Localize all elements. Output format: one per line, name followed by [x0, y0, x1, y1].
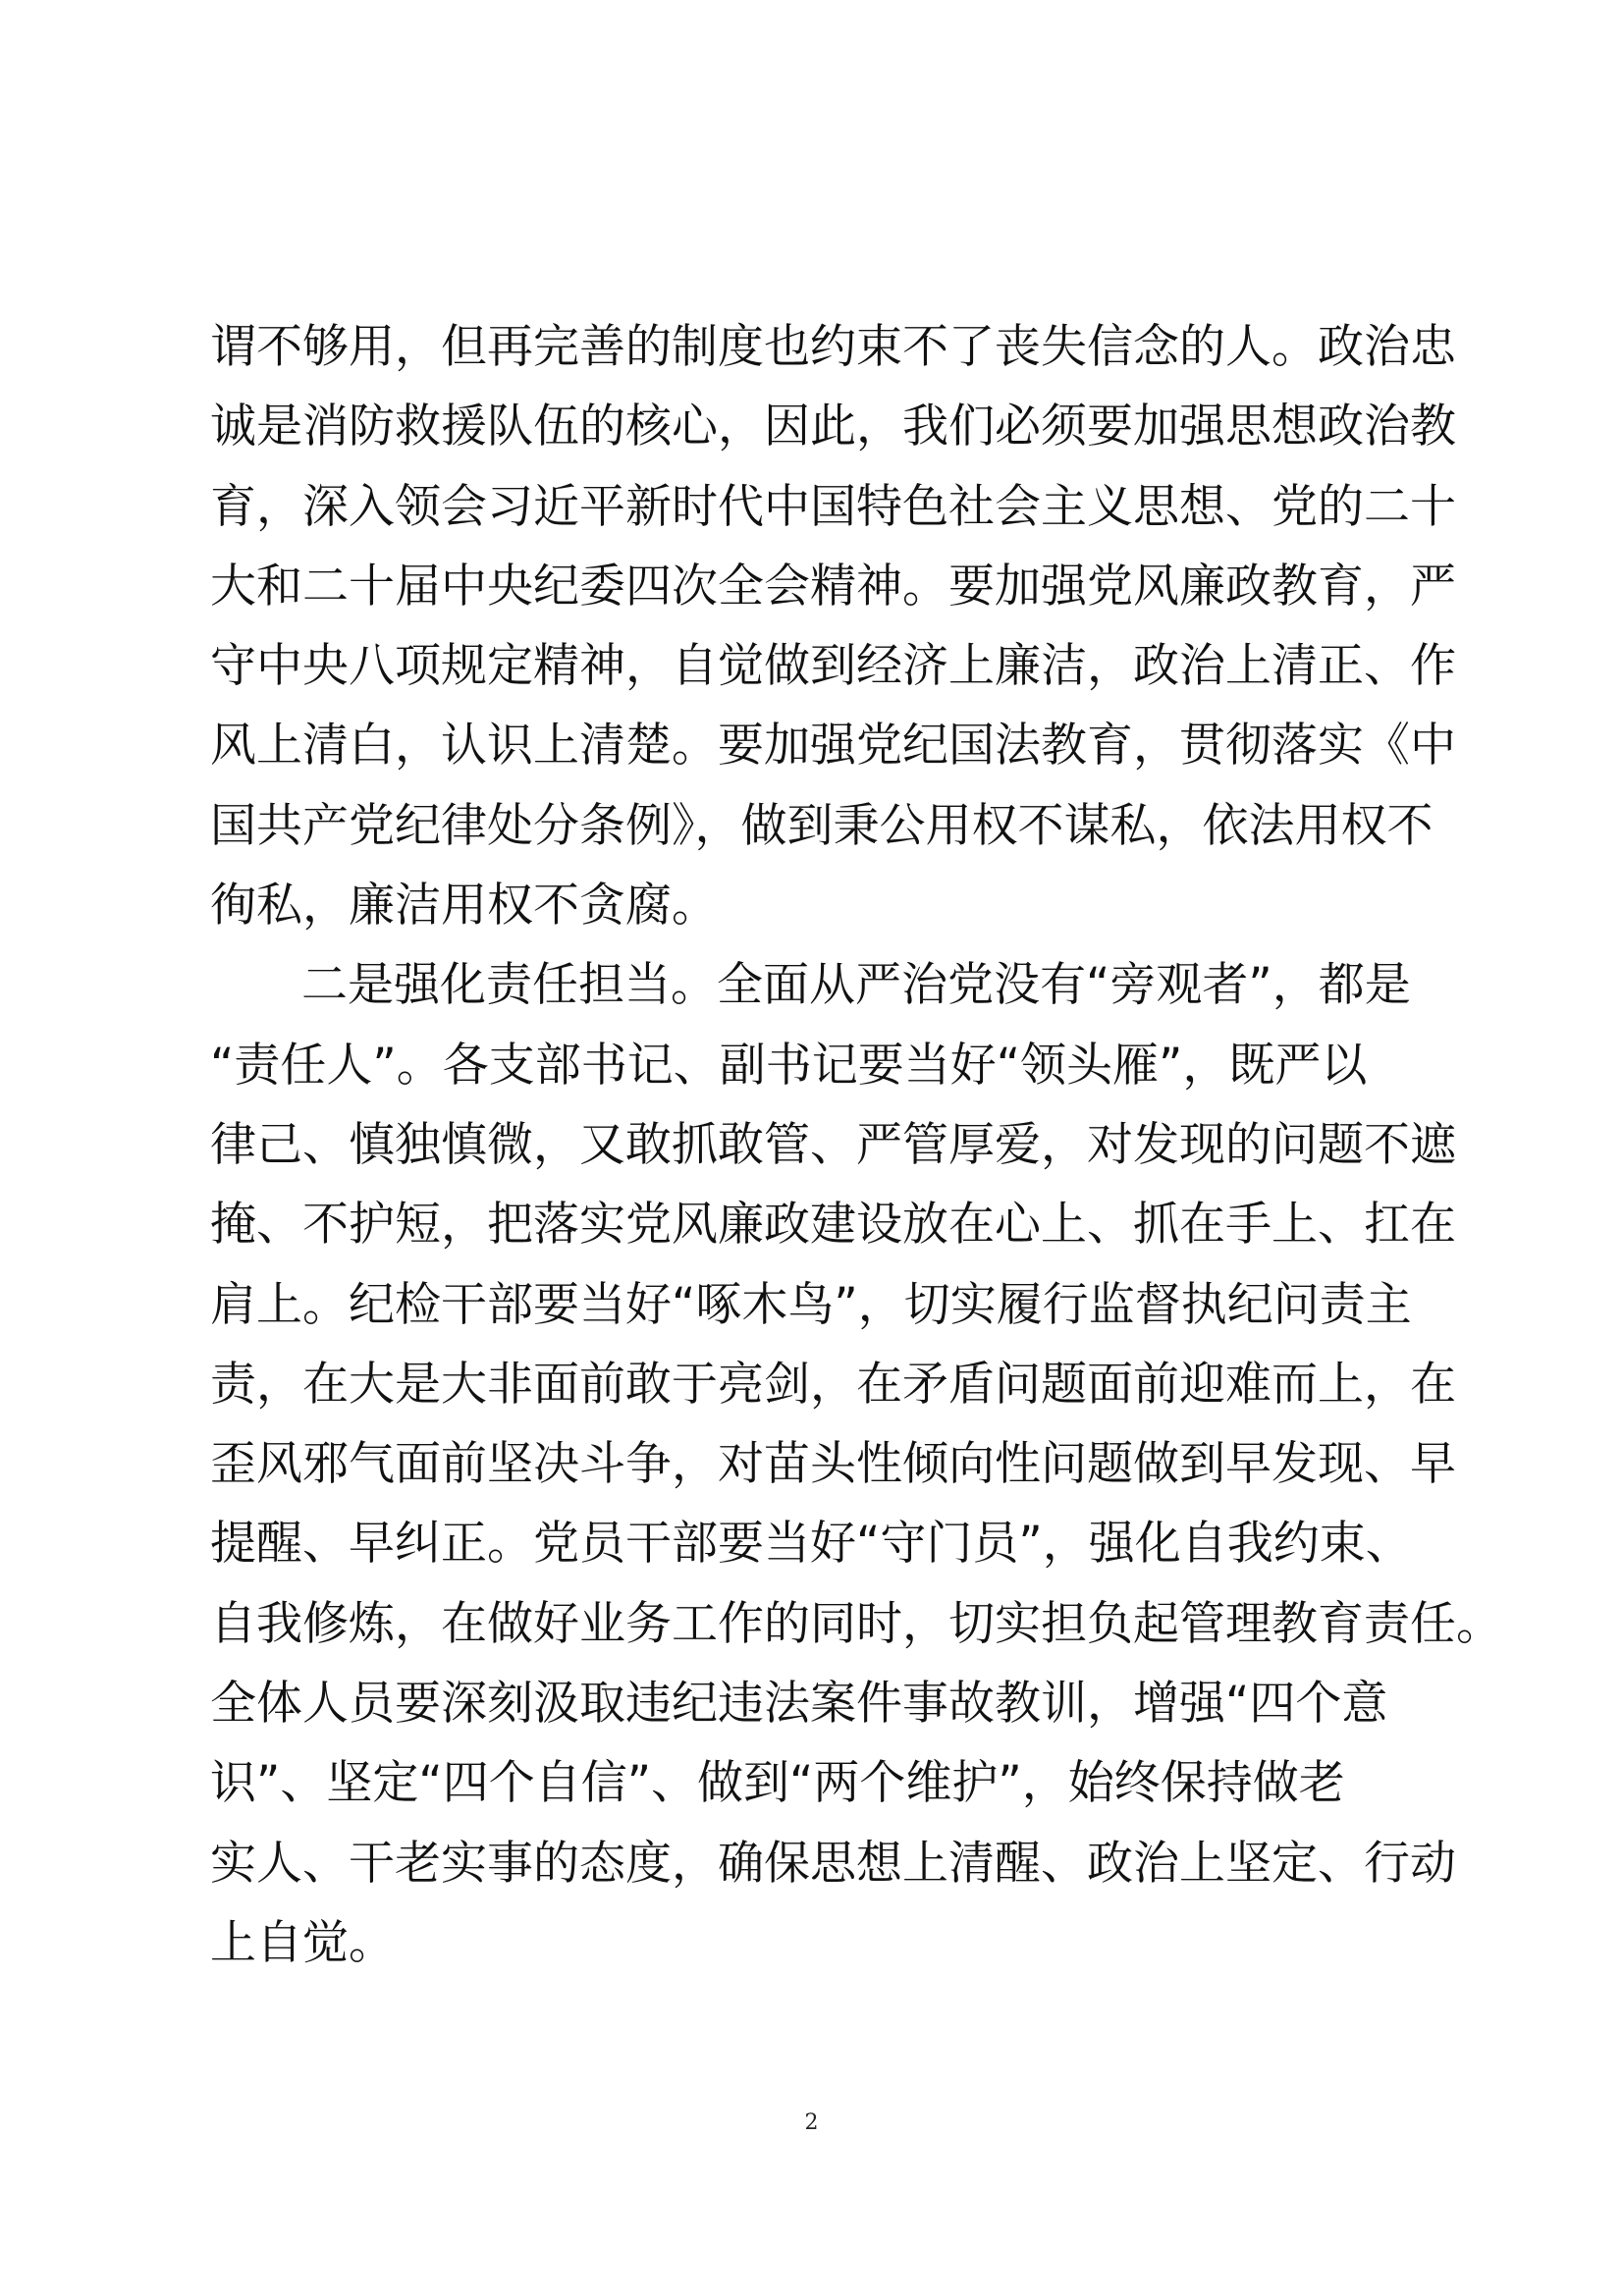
text-line: “责任人”。各支部书记、副书记要当好“领头雁”，既严以	[210, 1038, 1368, 1093]
text-line: 国共产党纪律处分条例》，做到秉公用权不谋私，依法用权不	[210, 798, 1434, 853]
text-line: 责，在大是大非面前敢于亮剑，在矛盾问题面前迎难而上，在	[210, 1357, 1456, 1412]
text-line: 全体人员要深刻汲取违纪违法案件事故教训，增强“四个意	[210, 1677, 1388, 1732]
text-line: 掩、不护短，把落实党风廉政建设放在心上、抓在手上、扛在	[210, 1198, 1456, 1253]
text-line: 大和二十届中央纪委四次全会精神。要加强党风廉政教育，严	[210, 559, 1456, 614]
text-line: 风上清白，认识上清楚。要加强党纪国法教育，贯彻落实《中	[210, 719, 1456, 774]
text-line: 徇私，廉洁用权不贪腐。	[210, 879, 718, 934]
text-line: 提醒、早纠正。党员干部要当好“守门员”，强化自我约束、	[210, 1517, 1412, 1572]
page-number: 2	[804, 2110, 819, 2135]
body-text	[210, 307, 1502, 1983]
text-line: 诚是消防救援队伍的核心，因此，我们必须要加强思想政治教	[210, 400, 1456, 454]
text-line: 谓不够用，但再完善的制度也约束不了丧失信念的人。政治忠	[210, 320, 1456, 374]
text-line: 守中央八项规定精神，自觉做到经济上廉洁，政治上清正、作	[210, 639, 1456, 694]
paragraph-heading-line: 二是强化责任担当。全面从严治党没有“旁观者”，都是	[301, 958, 1411, 1013]
text-line: 上自觉。	[210, 1915, 395, 1970]
text-line: 识”、坚定“四个自信”、做到“两个维护”，始终保持做老	[210, 1756, 1345, 1811]
text-line: 自我修炼，在做好业务工作的同时，切实担负起管理教育责任。	[210, 1596, 1502, 1651]
text-line: 歪风邪气面前坚决斗争，对苗头性倾向性问题做到早发现、早	[210, 1437, 1456, 1492]
text-line: 实人、干老实事的态度，确保思想上清醒、政治上坚定、行动	[210, 1836, 1456, 1891]
text-line: 育，深入领会习近平新时代中国特色社会主义思想、党的二十	[210, 479, 1456, 534]
text-line: 律己、慎独慎微，又敢抓敢管、严管厚爱，对发现的问题不遮	[210, 1117, 1456, 1172]
text-line: 肩上。纪检干部要当好“啄木鸟”，切实履行监督执纪问责主	[210, 1277, 1412, 1332]
